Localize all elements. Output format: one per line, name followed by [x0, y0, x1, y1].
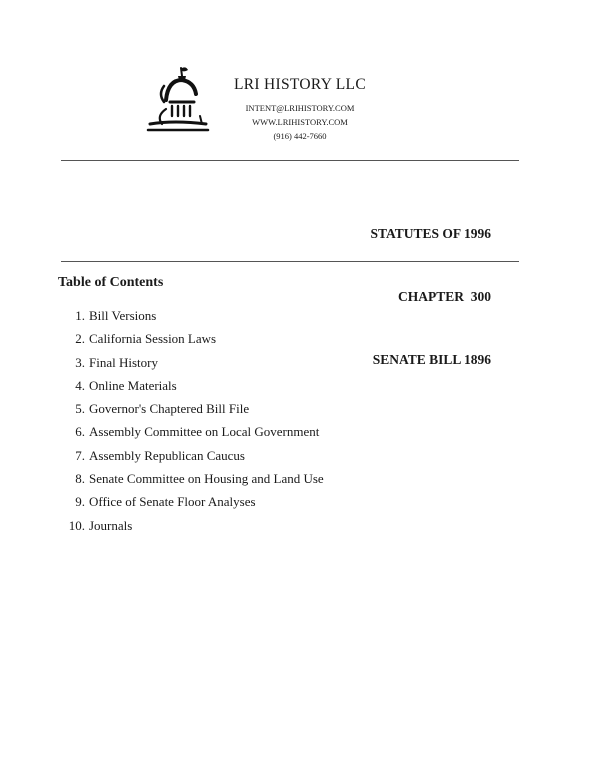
toc-item-label: Assembly Republican Caucus — [89, 447, 245, 463]
toc-item — [58, 330, 324, 353]
toc-item — [58, 493, 324, 516]
divider-bottom — [61, 261, 519, 262]
divider-top — [61, 160, 519, 161]
toc-item-number: 5. — [75, 401, 85, 417]
toc-item — [58, 517, 324, 540]
toc-item — [58, 447, 324, 470]
toc-item-label: Office of Senate Floor Analyses — [89, 494, 256, 510]
toc-item — [58, 354, 324, 377]
toc-item-number: 10. — [68, 517, 85, 533]
toc-item-number: 3. — [75, 354, 85, 370]
company-phone: (916) 442-7660 — [273, 131, 327, 141]
toc-item — [58, 307, 324, 330]
toc-item-number: 8. — [75, 471, 85, 487]
statute-chapter: CHAPTER 300 — [397, 289, 491, 304]
toc-item-label: Bill Versions — [89, 308, 157, 323]
toc-item — [58, 400, 324, 423]
toc-list — [58, 307, 324, 540]
toc-item-number: 4. — [75, 377, 85, 393]
company-name: LRI HISTORY LLC — [234, 76, 366, 93]
toc-item — [58, 423, 324, 446]
toc-item-label: Senate Committee on Housing and Land Use — [89, 471, 324, 487]
toc-item-number: 6. — [75, 424, 85, 440]
statute-bill: SENATE BILL 1896 — [372, 352, 491, 367]
toc-item-label: Governor's Chaptered Bill File — [89, 401, 250, 417]
toc-item-label: Journals — [89, 517, 133, 533]
capitol-dome-icon — [144, 64, 214, 138]
company-email: INTENT@LRIHISTORY.COM — [245, 103, 355, 113]
toc-item — [58, 377, 324, 400]
toc-item — [58, 470, 324, 493]
toc-item-number: 1. — [75, 308, 85, 323]
statute-year: STATUTES OF 1996 — [370, 226, 491, 241]
toc-item-label: Final History — [89, 354, 158, 370]
toc-item-label: Online Materials — [89, 377, 177, 393]
company-website: WWW.LRIHISTORY.COM — [252, 117, 348, 127]
toc-title: Table of Contents — [58, 275, 164, 290]
statute-block — [370, 181, 491, 391]
toc-item-number: 7. — [75, 447, 85, 463]
toc-item-label: Assembly Committee on Local Government — [89, 424, 320, 440]
toc-item-number: 9. — [75, 494, 85, 510]
toc-item-label: California Session Laws — [89, 331, 217, 347]
toc-item-number: 2. — [75, 331, 85, 347]
company-header — [222, 76, 378, 143]
